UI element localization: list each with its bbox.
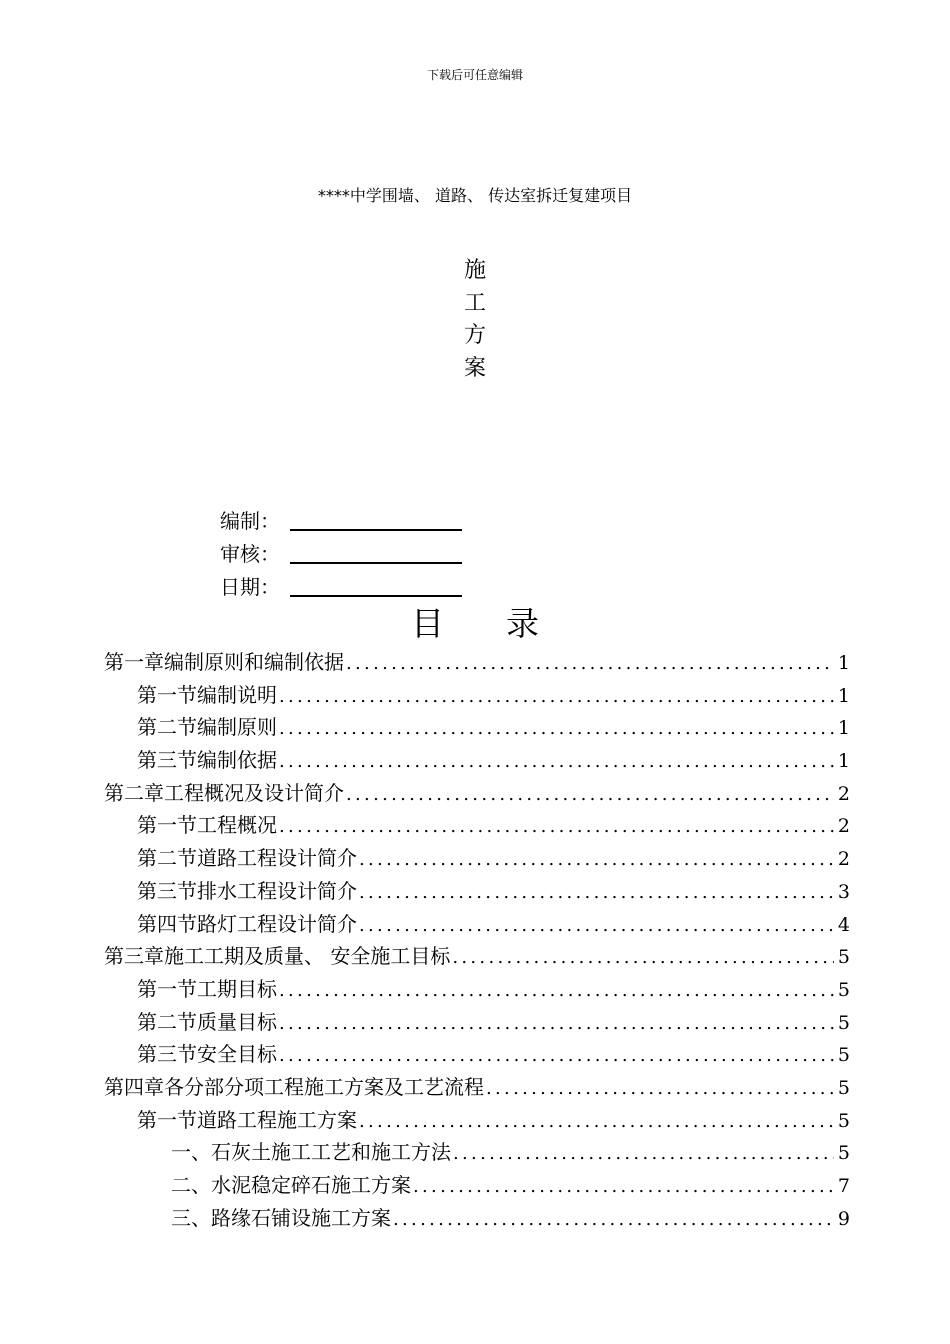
toc-dot-leader (452, 942, 834, 975)
toc-entry-page: 1 (837, 750, 850, 773)
toc-entry-prefix: 第三节 (137, 1042, 197, 1067)
toc-entry[interactable] (104, 1006, 850, 1039)
toc-entry-prefix: 第一节 (137, 813, 197, 838)
document-type-vertical-title (0, 255, 950, 385)
header-note: 下载后可任意编辑 (426, 68, 523, 82)
toc-entry[interactable] (104, 1038, 850, 1071)
toc-entry[interactable] (104, 842, 850, 875)
toc-entry[interactable] (104, 1104, 850, 1137)
sign-underline (290, 540, 462, 564)
toc-entry-page: 5 (837, 1011, 850, 1034)
toc-entry-prefix: 三、 (171, 1205, 211, 1230)
toc-dot-leader (413, 1171, 834, 1204)
toc-entry-title: 路缘石铺设施工方案 (211, 1205, 391, 1230)
toc-entry[interactable] (104, 744, 850, 777)
toc-entry-prefix: 第四章 (104, 1074, 164, 1099)
toc-entry-page: 7 (837, 1175, 850, 1197)
toc-entry-title: 各分部分项工程施工方案及工艺流程 (164, 1074, 484, 1099)
toc-dot-leader (486, 1073, 834, 1106)
toc-entry-title: 道路工程设计简介 (197, 846, 357, 871)
toc-dot-leader (279, 681, 834, 714)
doc-type-char: 施 (463, 258, 486, 283)
toc-entry[interactable] (104, 1202, 850, 1235)
toc-dot-leader (279, 975, 834, 1008)
toc-entry-title: 施工工期及质量、 安全施工目标 (164, 944, 451, 969)
toc-entry[interactable] (104, 777, 850, 810)
toc-dot-leader (359, 1106, 834, 1139)
toc-dot-leader (393, 1204, 834, 1237)
toc-entry-page: 5 (837, 1044, 850, 1067)
toc-entry-page: 5 (837, 946, 850, 969)
toc-entry-title: 编制原则和编制依据 (164, 650, 344, 674)
toc-entry-prefix: 二、 (171, 1173, 211, 1197)
toc-entry-page: 2 (837, 848, 850, 871)
toc-entry[interactable] (104, 1071, 850, 1104)
sign-label: 编制： (220, 509, 280, 533)
toc-entry-title: 工程概况及设计简介 (164, 780, 344, 805)
sign-label: 日期： (220, 575, 280, 599)
toc-entry-title: 编制原则 (197, 715, 277, 740)
toc-entry[interactable] (104, 809, 850, 842)
toc-entry-page: 1 (837, 717, 850, 740)
toc-entry-page: 3 (837, 880, 850, 903)
toc-entry-page: 5 (837, 1109, 850, 1132)
sign-label: 审核： (220, 542, 280, 566)
toc-dot-leader (359, 910, 834, 943)
sign-row-reviewer (220, 534, 462, 567)
toc-entry[interactable] (104, 1136, 850, 1169)
toc-entry-prefix: 第三节 (137, 748, 197, 773)
toc-entry-prefix: 第一章 (104, 650, 164, 674)
toc-entry[interactable] (104, 875, 850, 908)
toc-entry[interactable] (104, 940, 850, 973)
doc-type-char: 工 (463, 290, 486, 316)
toc-entry-prefix: 第二节 (137, 846, 197, 871)
sign-row-compiler (220, 501, 462, 534)
toc-entry[interactable] (104, 908, 850, 941)
toc-entry-title: 质量目标 (197, 1009, 277, 1034)
toc-title-left: 目 (411, 604, 444, 643)
table-of-contents (104, 646, 850, 1234)
toc-entry-page: 2 (837, 782, 850, 805)
doc-type-char: 案 (463, 355, 486, 381)
toc-entry-title: 工程概况 (197, 813, 277, 838)
toc-entry-page: 9 (837, 1207, 850, 1230)
toc-dot-leader (453, 1138, 834, 1171)
toc-dot-leader (279, 1040, 834, 1073)
toc-dot-leader (279, 811, 834, 844)
toc-entry-title: 路灯工程设计简介 (197, 911, 357, 936)
toc-entry-title: 石灰土施工工艺和施工方法 (211, 1140, 451, 1165)
toc-entry-title: 水泥稳定碎石施工方案 (211, 1173, 411, 1197)
toc-entry[interactable] (104, 973, 850, 1006)
toc-entry-prefix: 一、 (171, 1140, 211, 1165)
toc-dot-leader (359, 877, 834, 910)
toc-dot-leader (279, 1008, 834, 1041)
toc-entry-title: 安全目标 (197, 1042, 277, 1067)
toc-entry-page: 4 (837, 913, 850, 936)
toc-entry[interactable] (104, 646, 850, 679)
toc-dot-leader (359, 844, 834, 877)
toc-entry-prefix: 第二章 (104, 780, 164, 805)
project-title: ****中学围墙、 道路、 传达室拆迁复建项目 (317, 186, 633, 205)
toc-entry-title: 编制说明 (197, 682, 277, 707)
toc-entry-page: 5 (837, 978, 850, 1001)
toc-dot-leader (279, 713, 834, 746)
toc-entry-page: 5 (837, 1142, 850, 1165)
toc-entry[interactable] (104, 1169, 850, 1202)
toc-entry-page: 1 (837, 684, 850, 707)
toc-entry-prefix: 第三节 (137, 878, 197, 903)
toc-entry-page: 1 (837, 652, 850, 674)
toc-entry-prefix: 第三章 (104, 944, 164, 969)
toc-entry-prefix: 第二节 (137, 715, 197, 740)
toc-dot-leader (346, 779, 834, 812)
signature-block (220, 501, 462, 600)
toc-entry-prefix: 第一节 (137, 976, 197, 1001)
toc-entry-title: 排水工程设计简介 (197, 878, 357, 903)
toc-entry[interactable] (104, 711, 850, 744)
toc-entry-page: 5 (837, 1076, 850, 1099)
sign-underline (290, 573, 462, 597)
doc-type-char: 方 (463, 323, 486, 348)
toc-dot-leader (279, 746, 834, 779)
toc-entry-prefix: 第四节 (137, 911, 197, 936)
sign-row-date (220, 567, 462, 600)
toc-entry-prefix: 第二节 (137, 1009, 197, 1034)
toc-entry-prefix: 第一节 (137, 1107, 197, 1132)
toc-title (0, 598, 950, 645)
toc-dot-leader (346, 648, 834, 681)
toc-entry-page: 2 (837, 815, 850, 838)
sign-underline (290, 507, 462, 531)
toc-entry-prefix: 第一节 (137, 682, 197, 707)
toc-entry[interactable] (104, 679, 850, 712)
toc-entry-title: 编制依据 (197, 748, 277, 773)
toc-entry-title: 工期目标 (197, 976, 277, 1001)
toc-title-right: 录 (506, 604, 539, 643)
toc-entry-title: 道路工程施工方案 (197, 1107, 357, 1132)
